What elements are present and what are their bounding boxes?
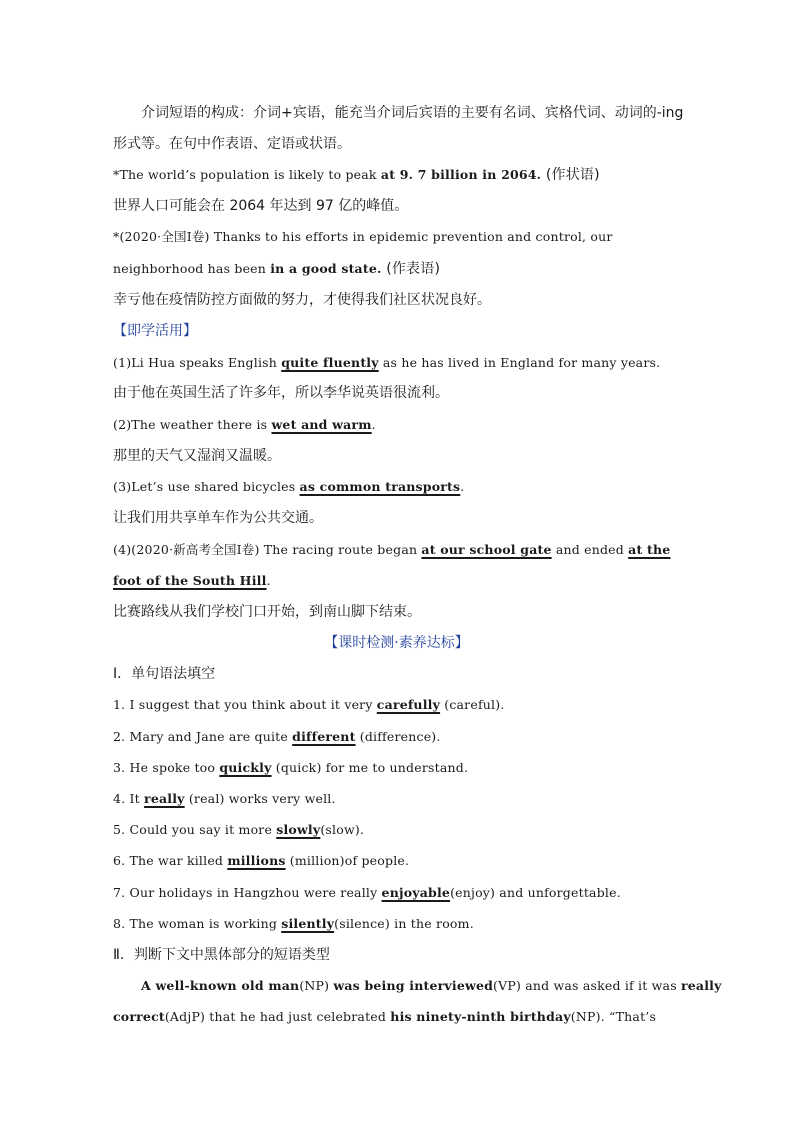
part-2-heading: Ⅱ．判断下文中黑体部分的短语类型 bbox=[113, 947, 330, 963]
fill-item-1: 1. I suggest that you think about it very carefully (careful). bbox=[113, 697, 505, 712]
practice-item-3-translation: 让我们用共享单车作为公共交通。 bbox=[113, 510, 323, 526]
intro-line-1: 介词短语的构成：介词+宾语，能充当介词后宾语的主要有名词、宾格代词、动词的-ing bbox=[141, 105, 684, 121]
passage-line-1: A well-known old man(NP) was being interviewed(VP) and was asked if it was really bbox=[141, 978, 722, 993]
practice-item-4-translation: 比赛路线从我们学校门口开始，到南山脚下结束。 bbox=[113, 604, 421, 620]
fill-item-7: 7. Our holidays in Hangzhou were really enjoyable(enjoy) and unforgettable. bbox=[113, 885, 621, 900]
fill-item-4: 4. It really (real) works very well. bbox=[113, 791, 336, 806]
fill-item-6: 6. The war killed millions (million)of people. bbox=[113, 853, 410, 868]
example-2-translation: 幸亏他在疫情防控方面做的努力，才使得我们社区状况良好。 bbox=[113, 292, 491, 308]
section-heading: 【课时检测·素养达标】 bbox=[324, 635, 469, 651]
fill-item-3: 3. He spoke too quickly (quick) for me to understand. bbox=[113, 760, 469, 775]
practice-item-1-translation: 由于他在英国生活了许多年，所以李华说英语很流利。 bbox=[113, 385, 449, 401]
passage-line-2: correct(AdjP) that he had just celebrated his ninety-ninth birthday(NP). “That’s bbox=[113, 1009, 657, 1024]
example-1: *The world’s population is likely to peak at 9. 7 billion in 2064. (作状语) bbox=[113, 167, 600, 183]
example-2-line-1: *(2020·全国Ⅰ卷) Thanks to his efforts in epidemic prevention and control, our bbox=[113, 229, 613, 244]
practice-item-2-translation: 那里的天气又湿润又温暖。 bbox=[113, 448, 281, 464]
practice-item-3: (3)Let’s use shared bicycles as common transports. bbox=[113, 479, 465, 494]
practice-item-1: (1)Li Hua speaks English quite fluently as he has lived in England for many years. bbox=[113, 355, 661, 370]
fill-item-8: 8. The woman is working silently(silence) in the room. bbox=[113, 916, 474, 931]
practice-item-4-line-2: foot of the South Hill. bbox=[113, 573, 271, 588]
example-1-translation: 世界人口可能会在 2064 年达到 97 亿的峰值。 bbox=[113, 198, 409, 214]
practice-item-2: (2)The weather there is wet and warm. bbox=[113, 417, 376, 432]
intro-line-2: 形式等。在句中作表语、定语或状语。 bbox=[113, 136, 351, 152]
part-1-heading: Ⅰ．单句语法填空 bbox=[113, 666, 216, 682]
example-2-line-2: neighborhood has been in a good state. (作表语) bbox=[113, 261, 441, 277]
fill-item-2: 2. Mary and Jane are quite different (difference). bbox=[113, 729, 441, 744]
practice-heading: 【即学活用】 bbox=[113, 323, 197, 339]
practice-item-4-line-1: (4)(2020·新高考全国Ⅰ卷) The racing route began at our school gate and ended at the bbox=[113, 542, 671, 557]
fill-item-5: 5. Could you say it more slowly(slow). bbox=[113, 822, 365, 837]
